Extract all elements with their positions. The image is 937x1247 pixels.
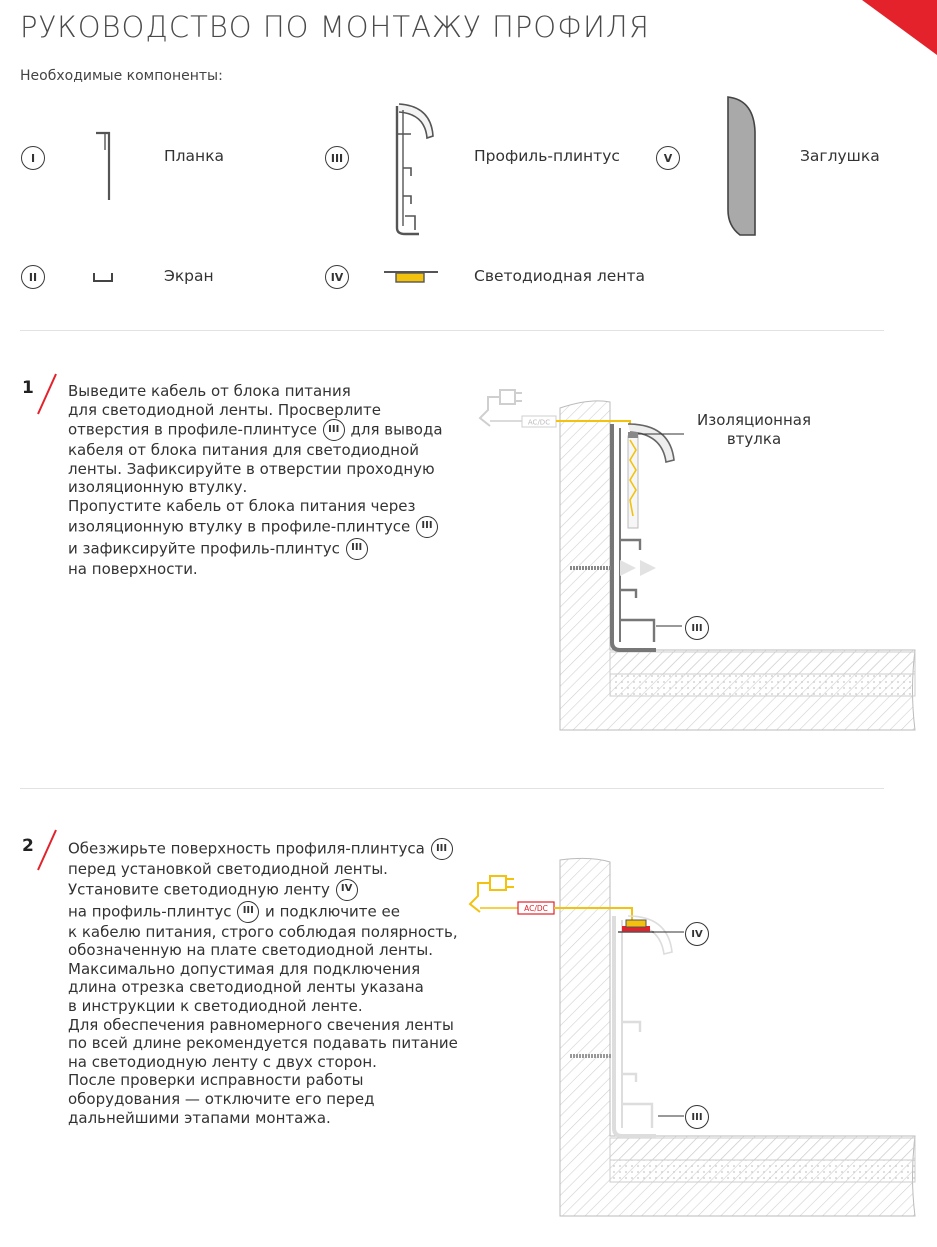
step-1-slash (34, 372, 60, 416)
component-label-skirting-profile: Профиль-плинтус (474, 147, 620, 165)
page-title: РУКОВОДСТВО ПО МОНТАЖУ ПРОФИЛЯ (20, 10, 650, 44)
end-cap-icon (724, 94, 758, 238)
step-1-number: 1 (22, 378, 34, 398)
component-label-led-strip: Светодиодная лента (474, 267, 645, 285)
component-label-screen: Экран (164, 267, 214, 285)
step-2-number: 2 (22, 836, 34, 856)
step-1-text: Выведите кабель от блока питания для светодиодной ленты. Просверлите отверстия в профиле-плинтусе III для вывода кабеля от блока питания для светодиодной ленты. Зафиксируйте в отверстии проходную изоляционную втулку. Пропустите кабель от блока питания через изоляционную втулку в профиле-плинтусе III и зафиксируйте профиль-плинтус III на поверхности. (68, 382, 443, 578)
led-strip-icon (382, 268, 440, 288)
skirting-profile-icon (383, 100, 439, 240)
diagram-badge-iii: III (685, 616, 709, 640)
section-divider (20, 330, 884, 331)
components-heading: Необходимые компоненты: (20, 68, 223, 84)
step-2-text: Обезжирьте поверхность профиля-плинтуса III перед установкой светодиодной ленты. Установите светодиодную ленту IV на профиль-плинтус III и подключите ее к кабелю питания, строго соблюдая полярность, обозначенную на плате светодиодной ленты. Максимально допустимая для подключения длина отрезка светодиодной ленты указана в инструкции к светодиодной ленте. Для обеспечения равномерного свечения ленты по всей длине рекомендуется подавать питание на светодиодную ленту с двух сторон. После проверки исправности работы оборудования — отключите его перед дальнейшими этапами монтажа. (68, 839, 458, 1127)
inline-numeral-badge: III (431, 838, 453, 860)
step-2-diagram (462, 852, 920, 1222)
component-label-end-cap: Заглушка (800, 147, 880, 165)
brand-corner-triangle (862, 0, 937, 55)
plank-icon (92, 130, 116, 204)
numeral-badge-v: V (656, 146, 680, 170)
diagram-badge-iv: IV (685, 922, 709, 946)
inline-numeral-badge: III (237, 901, 259, 923)
inline-numeral-badge: III (346, 538, 368, 560)
svg-text:AC/DC: AC/DC (524, 904, 548, 913)
screen-icon (92, 270, 114, 284)
insulating-sleeve-callout: Изоляционная втулка (697, 411, 811, 448)
inline-numeral-badge: III (416, 516, 438, 538)
numeral-badge-i: I (21, 146, 45, 170)
diagram-badge-iii: III (685, 1105, 709, 1129)
step-2-slash (34, 828, 60, 872)
component-label-plank: Планка (164, 147, 225, 165)
power-plug-icon (470, 876, 554, 914)
numeral-badge-iv: IV (325, 265, 349, 289)
section-divider (20, 788, 884, 789)
svg-text:AC/DC: AC/DC (527, 418, 551, 427)
numeral-badge-ii: II (21, 265, 45, 289)
inline-numeral-badge: III (323, 419, 345, 441)
numeral-badge-iii: III (325, 146, 349, 170)
power-plug-icon (480, 390, 556, 427)
inline-numeral-badge: IV (336, 879, 358, 901)
